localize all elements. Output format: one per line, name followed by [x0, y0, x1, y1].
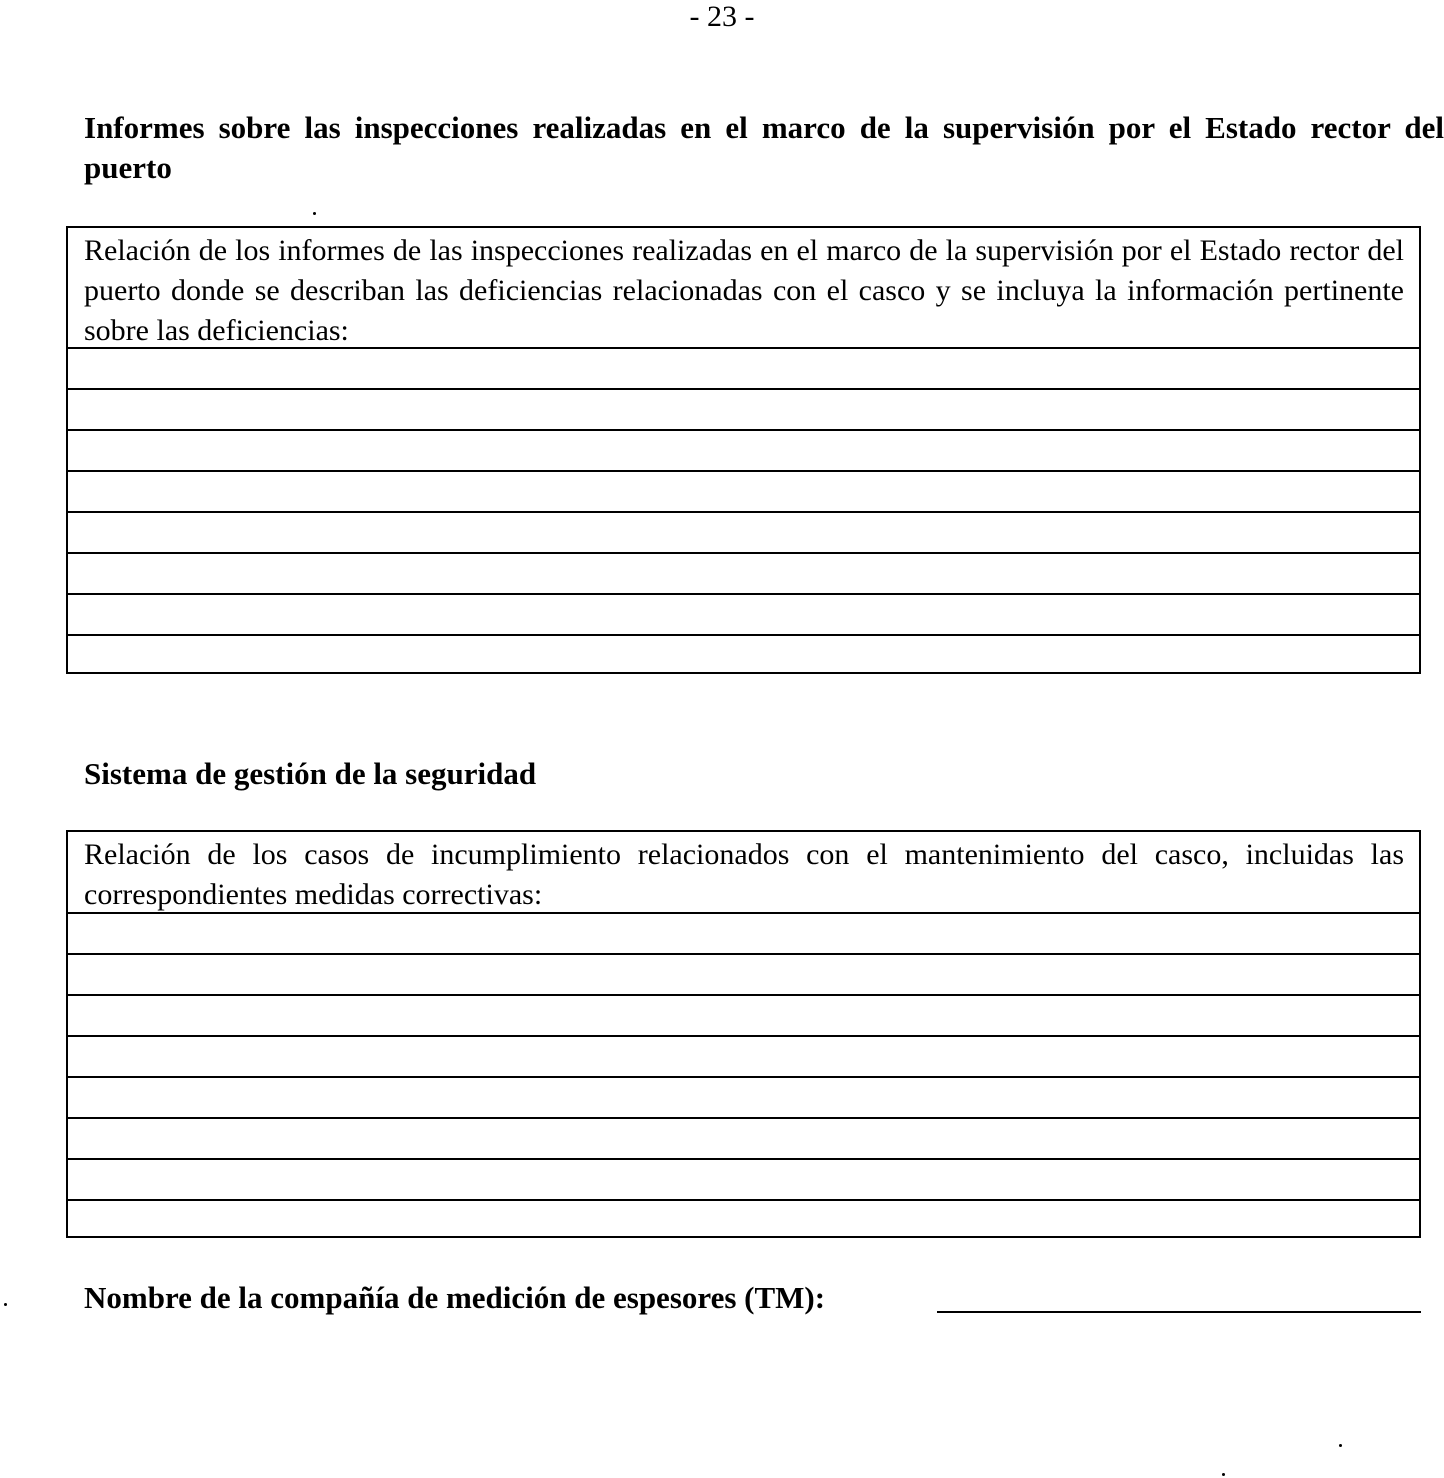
entry-line[interactable]: [68, 511, 1419, 552]
entry-line[interactable]: [68, 1117, 1419, 1158]
entry-line[interactable]: [68, 912, 1419, 953]
entry-line[interactable]: [68, 388, 1419, 429]
psc-reports-description: Relación de los informes de las inspecciones realizadas en el marco de la supervisión por el Estado rector del puerto donde se describan las deficiencias relacionadas con el casco y se incluya la información pertinente sobre las deficiencias:: [84, 234, 1404, 347]
thickness-company-fill-line[interactable]: [937, 1311, 1421, 1313]
scan-speck: [1222, 1473, 1225, 1476]
psc-reports-box: [66, 226, 1421, 674]
entry-line[interactable]: [68, 953, 1419, 994]
page-number: - 23 -: [689, 0, 755, 33]
section-heading-port-state-control: Informes sobre las inspecciones realizadas en el marco de la supervisión por el Estado rector del puerto: [84, 110, 1444, 185]
entry-line[interactable]: [68, 1158, 1419, 1199]
entry-line[interactable]: [68, 347, 1419, 388]
entry-line[interactable]: [68, 429, 1419, 470]
nonconformities-box: [66, 830, 1421, 1238]
entry-line[interactable]: [68, 634, 1419, 675]
section-heading-safety-management: Sistema de gestión de la seguridad: [84, 756, 537, 791]
entry-line[interactable]: [68, 470, 1419, 511]
nonconformities-description: Relación de los casos de incumplimiento relacionados con el mantenimiento del casco, incluidas las correspondientes medidas correctivas:: [84, 838, 1404, 911]
entry-line[interactable]: [68, 552, 1419, 593]
entry-line[interactable]: [68, 593, 1419, 634]
thickness-company-label: Nombre de la compañía de medición de espesores (TM):: [84, 1280, 826, 1315]
scan-speck: [4, 1303, 7, 1306]
entry-line[interactable]: [68, 1035, 1419, 1076]
scan-speck: [313, 212, 316, 215]
entry-line[interactable]: [68, 994, 1419, 1035]
scan-speck: [1339, 1444, 1342, 1447]
entry-line[interactable]: [68, 1199, 1419, 1240]
entry-line[interactable]: [68, 1076, 1419, 1117]
